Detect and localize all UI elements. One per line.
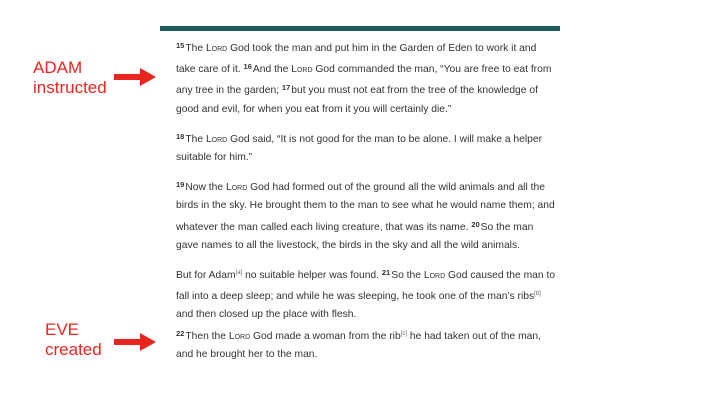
divine-name: Lord <box>423 270 446 282</box>
verse-number: 17 <box>281 83 291 93</box>
adam-label-line2: instructed <box>33 78 107 97</box>
paragraph-verses-21-22: But for Adam[a] no suitable helper was found. $^{21}$So the Lord God caused the man to fall into a deep sleep; and while he was sleeping, he took one of the man’s ribs[b] and then closed up the place with flesh. $^{22}$Then the Lord God made a woman from the rib[c] he had taken out of the man, and he brought her to the man. <box>176 268 556 360</box>
footnote-link-c[interactable]: [c] <box>400 330 408 337</box>
verse-number: 20 <box>471 219 480 229</box>
divine-name: Lord <box>228 330 251 342</box>
verse-number: 22 <box>176 328 185 338</box>
scripture-page <box>160 26 560 398</box>
verse-number: 16 <box>243 62 252 72</box>
eve-label-line2: created <box>45 340 102 359</box>
paragraph-verses-15-17: $^{15}$The Lord God took the man and put him in the Garden of Eden to work it and take care of it. $^{16}$And the Lord God commanded the man, “You are free to eat from any tree in the garden; $^{17}$but you must not eat from the tree of the knowledge of good and evil, for when you eat from it you will certainly die.” <box>176 41 552 115</box>
footnote-link-b[interactable]: [b] <box>534 291 541 298</box>
verse-number: 21 <box>381 268 391 278</box>
paragraph-verses-19-20: $^{19}$Now the Lord God had formed out of the ground all the wild animals and all the birds in the sky. He brought them to the man to see what he would name them; and whatever the man called each living creature, that was its name. $^{20}$So the man gave names to all the livestock, the birds in the sky and all the wild animals. <box>176 180 555 251</box>
adam-label-line1: ADAM <box>33 58 83 77</box>
footnote-link-a[interactable]: [a] <box>235 270 243 277</box>
divine-name: Lord <box>225 182 248 194</box>
divine-name: Lord <box>291 64 313 76</box>
verse-number: 15 <box>176 41 185 50</box>
verse-number: 18 <box>176 131 185 141</box>
divine-name: Lord <box>205 133 228 145</box>
adam-instructed-label <box>33 58 107 98</box>
divine-name: Lord <box>205 43 228 54</box>
eve-created-label <box>45 320 102 360</box>
paragraph-verse-18: $^{18}$The Lord God said, “It is not good for the man to be alone. I will make a helper suitable for him.” <box>176 131 543 164</box>
scripture-text <box>176 37 556 373</box>
top-rule <box>160 26 560 31</box>
verse-number: 19 <box>176 180 185 190</box>
right-arrow-icon <box>114 333 156 351</box>
eve-label-line1: EVE <box>45 320 80 339</box>
right-arrow-icon <box>114 68 156 86</box>
